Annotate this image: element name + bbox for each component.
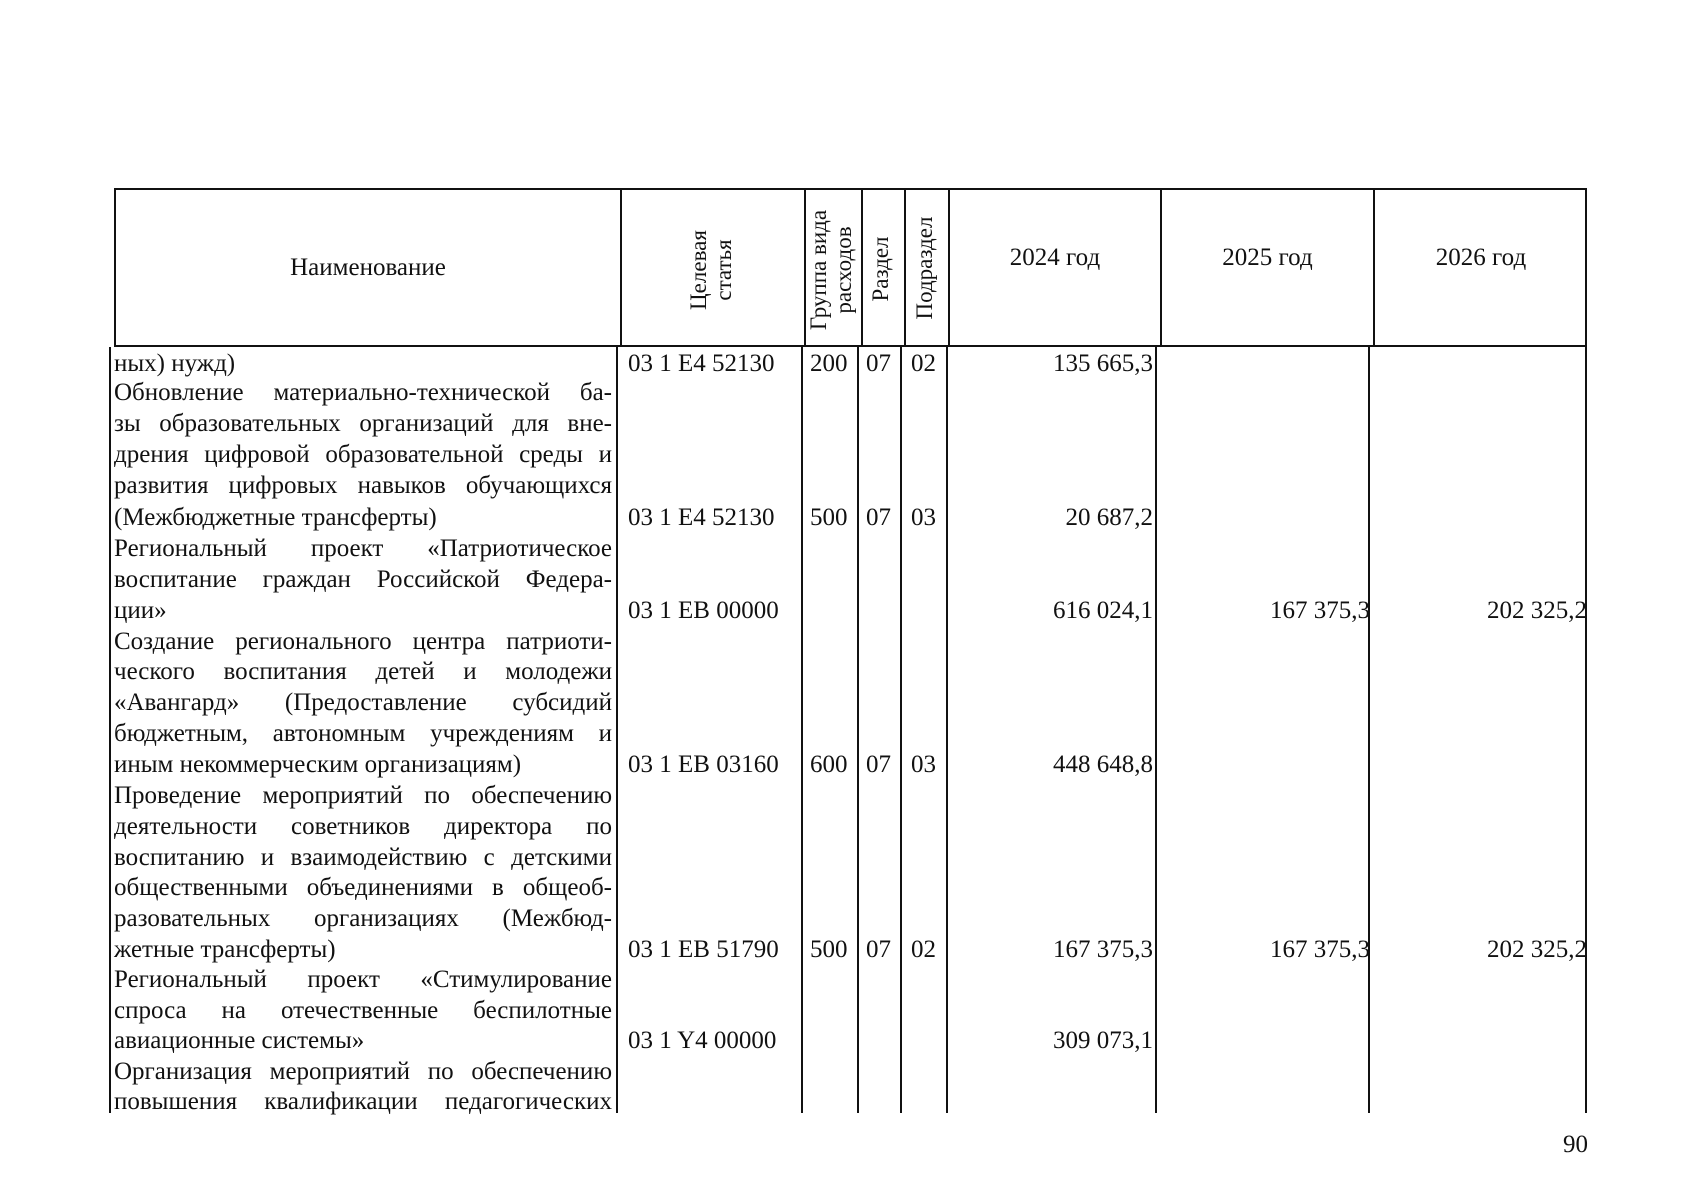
amount-2024: 309 073,1	[1053, 1027, 1153, 1054]
target-code: 03 1 EB 03160	[628, 751, 779, 778]
body-right-rule	[1585, 347, 1587, 1113]
col-header-target-line1: Целевая	[686, 230, 711, 310]
subsection-code: 02	[911, 936, 936, 963]
amount-2024: 135 665,3	[1053, 350, 1153, 377]
row-name-line: развития цифровых навыков обучающихся	[114, 472, 612, 499]
row-name-line: ных) нужд)	[114, 350, 236, 377]
amount-2024: 20 687,2	[1065, 504, 1153, 531]
row-name-line: Организация мероприятий по обеспечению	[114, 1058, 612, 1085]
row-name-line: Обновление материально-технической ба-	[114, 379, 612, 406]
col-divider	[946, 347, 948, 1113]
row-name-line: авиационные системы»	[114, 1027, 365, 1054]
row-name-line: повышения квалификации педагогических	[114, 1088, 612, 1115]
col-header-2026: 2026 год	[1435, 244, 1527, 271]
col-divider	[616, 347, 618, 1113]
subsection-code: 03	[911, 751, 936, 778]
amount-2024: 616 024,1	[1053, 597, 1153, 624]
col-header-group-line1: Группа вида	[806, 209, 831, 331]
col-header-name: Наименование	[290, 253, 446, 281]
target-code: 03 1 EB 51790	[628, 936, 779, 963]
col-header-subsection: Подраздел	[912, 216, 937, 320]
target-code: 03 1 E4 52130	[628, 504, 775, 531]
row-name-line: дрения цифровой образовательной среды и	[114, 441, 612, 468]
expense-group: 500	[810, 936, 848, 963]
row-name-line: Региональный проект «Патриотическое	[114, 535, 612, 562]
row-name-line: спроса на отечественные беспилотные	[114, 997, 612, 1024]
row-name-line: «Авангард» (Предоставление субсидий	[114, 689, 612, 716]
section-code: 07	[866, 936, 891, 963]
target-code: 03 1 E4 52130	[628, 350, 775, 377]
row-name-line: ции»	[114, 597, 167, 624]
amount-2026: 202 325,2	[1487, 597, 1587, 624]
col-divider	[904, 188, 906, 347]
subsection-code: 02	[911, 350, 936, 377]
amount-2025: 167 375,3	[1270, 597, 1370, 624]
col-header-target-line2: статья	[711, 239, 736, 301]
col-divider	[857, 347, 859, 1113]
row-name-line: Проведение мероприятий по обеспечению	[114, 782, 612, 809]
section-code: 07	[866, 751, 891, 778]
row-name-line: (Межбюджетные трансферты)	[114, 504, 437, 531]
row-name-line: разовательных организациях (Межбюд-	[114, 905, 612, 932]
target-code: 03 1 Y4 00000	[628, 1027, 777, 1054]
col-divider	[861, 188, 863, 347]
page-number: 90	[1563, 1131, 1588, 1158]
section-code: 07	[866, 350, 891, 377]
col-header-expense-group	[806, 195, 860, 345]
amount-2024: 167 375,3	[1053, 936, 1153, 963]
row-name-line: иным некоммерческим организациям)	[114, 751, 522, 778]
amount-2024: 448 648,8	[1053, 751, 1153, 778]
col-divider	[900, 347, 902, 1113]
row-name-line: Создание регионального центра патриоти-	[114, 628, 612, 655]
row-name-line: бюджетным, автономным учреждениям и	[114, 720, 612, 747]
row-name-line: общественными объединениями в общеоб-	[114, 874, 612, 901]
target-code: 03 1 EB 00000	[628, 597, 779, 624]
expense-group: 500	[810, 504, 848, 531]
row-name-line: жетные трансферты)	[114, 936, 336, 963]
expense-group: 200	[810, 350, 848, 377]
expense-group: 600	[810, 751, 848, 778]
col-header-2025: 2025 год	[1222, 244, 1313, 271]
amount-2026: 202 325,2	[1487, 936, 1587, 963]
col-header-2024: 2024 год	[1009, 244, 1101, 271]
row-name-line: Региональный проект «Стимулирование	[114, 966, 612, 993]
section-code: 07	[866, 504, 891, 531]
col-divider	[1368, 347, 1370, 1113]
col-header-section: Раздел	[868, 236, 893, 302]
row-name-line: воспитанию и взаимодействию с детскими	[114, 844, 612, 871]
body-left-rule	[109, 347, 111, 1113]
col-header-target	[686, 210, 740, 330]
subsection-code: 03	[911, 504, 936, 531]
col-divider	[1155, 347, 1157, 1113]
row-name-line: воспитание граждан Российской Федера-	[114, 566, 612, 593]
row-name-line: ческого воспитания детей и молодежи	[114, 658, 612, 685]
row-name-line: зы образовательных организаций для вне-	[114, 410, 612, 437]
col-header-group-line2: расходов	[831, 226, 856, 314]
amount-2025: 167 375,3	[1270, 936, 1370, 963]
row-name-line: деятельности советников директора по	[114, 813, 612, 840]
col-divider	[801, 347, 803, 1113]
